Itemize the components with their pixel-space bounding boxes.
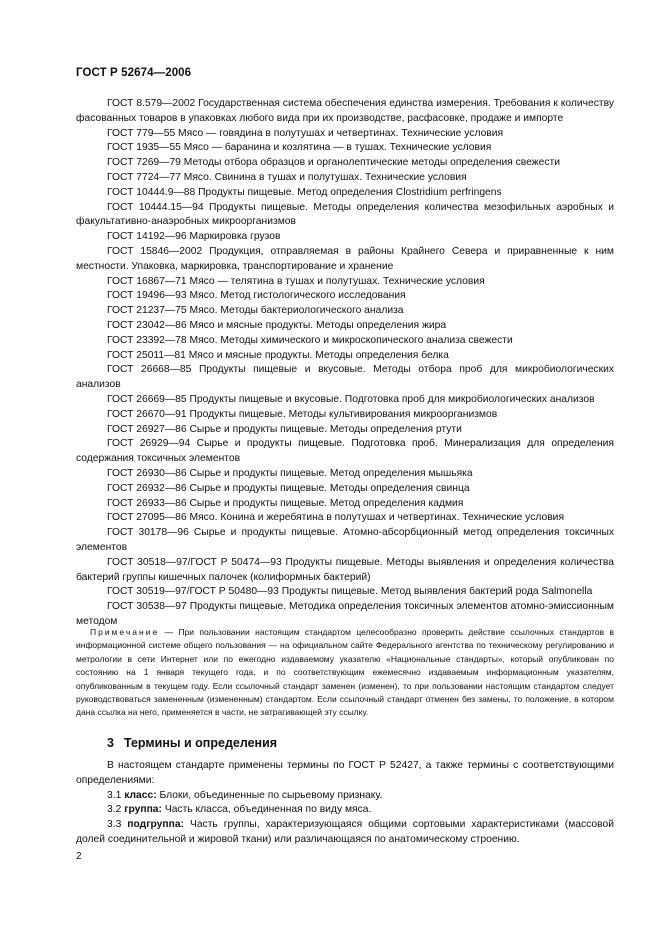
- reference-item: ГОСТ 30519—97/ГОСТ Р 50480—93 Продукты пищевые. Метод выявления бактерий рода Salmonella: [107, 586, 593, 598]
- reference-item: ГОСТ 10444.15—94 Продукты пищевые. Методы определения количества мезофильных аэробных и факультативно-анаэробных микроорганизмов: [76, 201, 614, 228]
- term-definition: [76, 803, 614, 818]
- reference-item: ГОСТ 8.579—2002 Государственная система обеспечения единства измерения. Требования к количеству фасованных товаров в упаковках любого вида при их производстве, расфасовке, продаже и импорте: [76, 98, 614, 124]
- term-number: 3.3: [107, 819, 122, 831]
- section-intro: В настоящем стандарте применены термины по ГОСТ Р 52427, а также термины с соответствующими определениями:: [76, 760, 614, 786]
- term-name: подгруппа:: [127, 819, 184, 831]
- term-text: Часть класса, объединенная по виду мяса.: [164, 804, 372, 816]
- reference-item: ГОСТ 26670—91 Продукты пищевые. Методы культивирования микроорганизмов: [107, 408, 498, 420]
- reference-item: ГОСТ 779—55 Мясо — говядина в полутушах и четвертинах. Технические условия: [107, 127, 504, 139]
- note-paragraph: [76, 626, 614, 720]
- reference-item: ГОСТ 23042—86 Мясо и мясные продукты. Методы определения жира: [107, 319, 447, 331]
- document-header: ГОСТ Р 52674—2006: [76, 67, 192, 79]
- reference-item: ГОСТ 7269—79 Методы отбора образцов и органолептические методы определения свежести: [107, 157, 560, 169]
- reference-item: ГОСТ 26932—86 Сырье и продукты пищевые. Методы определения свинца: [107, 482, 470, 494]
- reference-item: ГОСТ 26669—85 Продукты пищевые и вкусовые. Подготовка проб для микробиологических анализов: [107, 393, 595, 405]
- reference-item: ГОСТ 26933—86 Сырье и продукты пищевые. Метод определения кадмия: [107, 497, 464, 509]
- term-name: класс:: [124, 789, 157, 801]
- normative-references-list: [76, 97, 614, 630]
- reference-item: ГОСТ 30178—96 Сырье и продукты пищевые. Атомно-абсорбционный метод определения токсичных элементов: [76, 527, 614, 553]
- term-number: 3.1: [107, 789, 122, 801]
- reference-item: ГОСТ 19496—93 Мясо. Метод гистологического исследования: [107, 290, 406, 302]
- section-title: Термины и определения: [123, 736, 278, 750]
- reference-item: ГОСТ 25011—81 Мясо и мясные продукты. Методы определения белка: [107, 349, 449, 361]
- section-heading: [107, 736, 277, 750]
- term-name: группа:: [124, 804, 162, 816]
- note-text: — При пользовании настоящим стандартом целесообразно проверить действие ссылочных стандартов в информационной системе общего пользования — на официальном сайте Федерального агентства по техническому регулированию и метрологии в сети Интернет или по ежегодно издаваемому указателю «Национальные стандарты», который опубликован по состоянию на 1 января текущего года, и по соответствующим ежемесячно издаваемым информационным указателям, опубликованным в текущем году. Если ссылочный стандарт заменен (изменен), то при пользовании настоящим стандартом следует руководствоваться замененным (измененным) стандартом. Если ссылочный стандарт отменен без замены, то положение, в котором дана ссылка на него, применяется в части, не затрагивающей эту ссылку.: [76, 627, 614, 718]
- reference-item: ГОСТ 26929—94 Сырье и продукты пищевые. Подготовка проб. Минерализация для определения содержания токсичных элементов: [76, 438, 614, 465]
- reference-item: ГОСТ 7724—77 Мясо. Свинина в тушах и полутушах. Технические условия: [107, 171, 467, 183]
- term-definition: [76, 789, 614, 804]
- term-definition: [76, 818, 614, 848]
- terms-block: [76, 759, 614, 848]
- reference-item: ГОСТ 10444.9—88 Продукты пищевые. Метод определения Clostridium perfringens: [107, 186, 502, 198]
- reference-item: ГОСТ 26930—86 Сырье и продукты пищевые. Метод определения мышьяка: [107, 467, 473, 479]
- reference-item: ГОСТ 21237—75 Мясо. Методы бактериологического анализа: [107, 305, 404, 317]
- term-text: Блоки, объединенные по сырьевому признаку.: [159, 789, 383, 801]
- reference-item: ГОСТ 15846—2002 Продукция, отправляемая в районы Крайнего Севера и приравненные к ним местности. Упаковка, маркировка, транспортирование и хранение: [76, 245, 614, 272]
- term-number: 3.2: [107, 804, 122, 816]
- reference-item: ГОСТ 27095—86 Мясо. Конина и жеребятина в полутушах и четвертинах. Технические условия: [107, 512, 565, 524]
- reference-item: ГОСТ 26668—85 Продукты пищевые и вкусовые. Методы отбора проб для микробиологических анализов: [76, 364, 614, 391]
- reference-item: ГОСТ 14192—96 Маркировка грузов: [107, 231, 281, 243]
- reference-item: ГОСТ 23392—78 Мясо. Методы химического и микроскопического анализа свежести: [107, 334, 513, 346]
- reference-item: ГОСТ 16867—71 Мясо — телятина в тушах и полутушах. Технические условия: [107, 275, 485, 287]
- reference-item: ГОСТ 30518—97/ГОСТ Р 50474—93 Продукты пищевые. Методы выявления и определения количества бактерий группы кишечных палочек (колиформных бактерий): [76, 556, 614, 583]
- reference-item: ГОСТ 30538—97 Продукты пищевые. Методика определения токсичных элементов атомно-эмиссионным методом: [76, 601, 614, 627]
- reference-item: ГОСТ 26927—86 Сырье и продукты пищевые. Методы определения ртути: [107, 423, 462, 435]
- page-number: 2: [76, 851, 82, 862]
- term-text: Часть группы, характеризующаяся общими сортовыми характеристиками (массовой долей соединительной и жировой ткани) или различающаяся по анатомическому строению.: [76, 819, 614, 845]
- reference-item: ГОСТ 1935—55 Мясо — баранина и козлятина — в тушах. Технические условия: [107, 142, 492, 154]
- section-number: 3: [107, 736, 114, 750]
- note-label: Примечание: [90, 627, 160, 637]
